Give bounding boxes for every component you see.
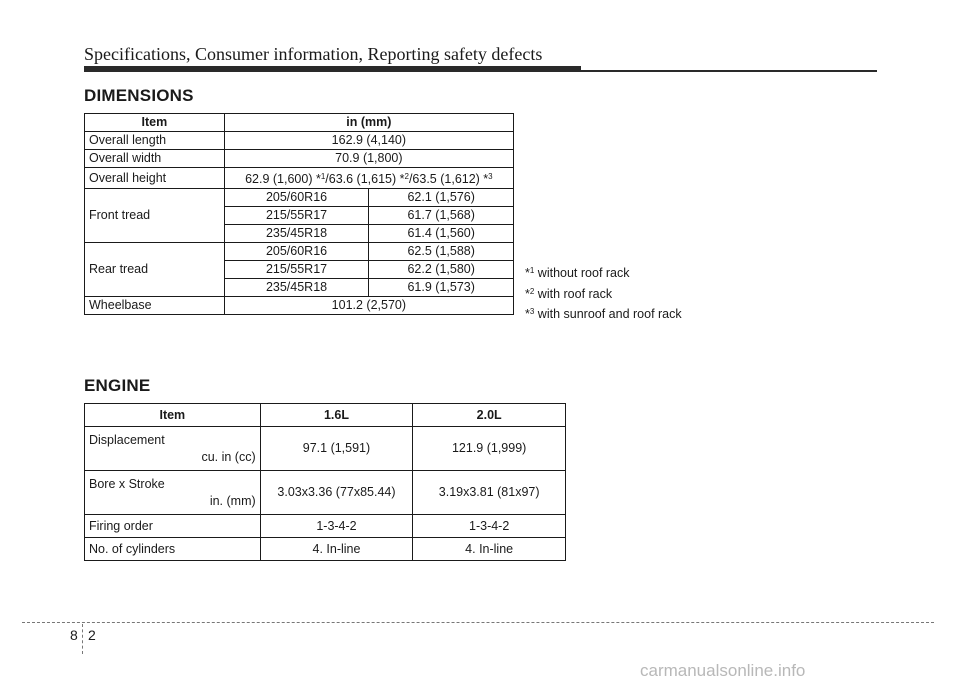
tire-size: 235/45R18 (224, 225, 369, 243)
footnote-text: with roof rack (534, 286, 613, 301)
dimensions-title: DIMENSIONS (84, 86, 194, 105)
row-label-text: Bore x Stroke (89, 476, 165, 491)
row-label: Rear tread (85, 243, 225, 297)
row-value: 62.1 (1,576) (369, 189, 514, 207)
engine-table (84, 403, 566, 561)
page-header-title: Specifications, Consumer information, Reporting safety defects (84, 44, 543, 64)
table-row (85, 150, 514, 168)
row-value: 61.4 (1,560) (369, 225, 514, 243)
row-label (85, 427, 261, 471)
row-label (85, 471, 261, 515)
row-value: 4. In-line (260, 538, 413, 561)
row-label: Overall height (85, 168, 225, 189)
engine-title: ENGINE (84, 376, 151, 395)
height-value-2: /63.6 (1,615) * (325, 172, 405, 186)
footnote-asterisk: * (525, 266, 530, 280)
table-header-row (85, 404, 566, 427)
table-row (85, 243, 514, 261)
col-unit-header: in (mm) (224, 114, 513, 132)
table-row (85, 471, 566, 515)
dimensions-table (84, 113, 514, 315)
row-label: Overall width (85, 150, 225, 168)
row-value: 1-3-4-2 (260, 515, 413, 538)
row-value: 70.9 (1,800) (224, 150, 513, 168)
footnote-text: with sunroof and roof rack (534, 307, 682, 321)
table-row (85, 189, 514, 207)
col-item-header: Item (85, 114, 225, 132)
chapter-number: 8 (70, 627, 78, 643)
footnote (525, 303, 682, 324)
row-value: 101.2 (2,570) (224, 297, 513, 315)
footnote (525, 283, 682, 304)
col-1-6l-header: 1.6L (260, 404, 413, 427)
footnote-mark: 1 (529, 266, 535, 275)
footnote-mark: 3 (529, 307, 535, 316)
tire-size: 205/60R16 (224, 189, 369, 207)
height-value-1: 62.9 (1,600) * (245, 172, 321, 186)
footer-divider (82, 624, 83, 654)
table-row (85, 132, 514, 150)
table-row (85, 297, 514, 315)
row-value: 121.9 (1,999) (413, 427, 566, 471)
table-header-row (85, 114, 514, 132)
footnotes (525, 262, 682, 324)
tire-size: 215/55R17 (224, 261, 369, 279)
row-label: Overall length (85, 132, 225, 150)
row-value: 62.2 (1,580) (369, 261, 514, 279)
footnote (525, 262, 682, 283)
row-label: No. of cylinders (85, 538, 261, 561)
row-value: 97.1 (1,591) (260, 427, 413, 471)
row-unit: cu. in (cc) (201, 449, 256, 464)
footnote-mark: 1 (320, 172, 326, 181)
height-value-3: /63.5 (1,612) * (408, 172, 489, 186)
watermark: carmanualsonline.info (640, 661, 806, 680)
header-rule-thin (581, 70, 877, 72)
table-row (85, 538, 566, 561)
row-label-text: Displacement (89, 432, 165, 447)
row-value: 62.5 (1,588) (369, 243, 514, 261)
row-value: 3.19x3.81 (81x97) (413, 471, 566, 515)
row-label: Front tread (85, 189, 225, 243)
tire-size: 205/60R16 (224, 243, 369, 261)
footnote-mark: 3 (488, 172, 493, 181)
row-value: 1-3-4-2 (413, 515, 566, 538)
row-label: Wheelbase (85, 297, 225, 315)
row-unit: in. (mm) (209, 493, 256, 508)
tire-size: 235/45R18 (224, 279, 369, 297)
table-row (85, 168, 514, 189)
footnote-asterisk: * (525, 307, 530, 321)
footnote-mark: 2 (529, 286, 535, 296)
row-value: 61.9 (1,573) (369, 279, 514, 297)
col-item-header: Item (85, 404, 261, 427)
tire-size: 215/55R17 (224, 207, 369, 225)
row-value: 61.7 (1,568) (369, 207, 514, 225)
row-value: 3.03x3.36 (77x85.44) (260, 471, 413, 515)
row-value: 162.9 (4,140) (224, 132, 513, 150)
row-label: Firing order (85, 515, 261, 538)
footnote-asterisk: * (525, 286, 530, 301)
footnote-text: without roof rack (534, 266, 630, 280)
header-rule (84, 66, 581, 72)
page-number: 2 (88, 627, 96, 643)
table-row (85, 427, 566, 471)
footer-rule (22, 622, 934, 623)
table-row (85, 515, 566, 538)
footnote-mark: 2 (404, 172, 409, 181)
row-value (224, 168, 513, 189)
row-value: 4. In-line (413, 538, 566, 561)
col-2-0l-header: 2.0L (413, 404, 566, 427)
